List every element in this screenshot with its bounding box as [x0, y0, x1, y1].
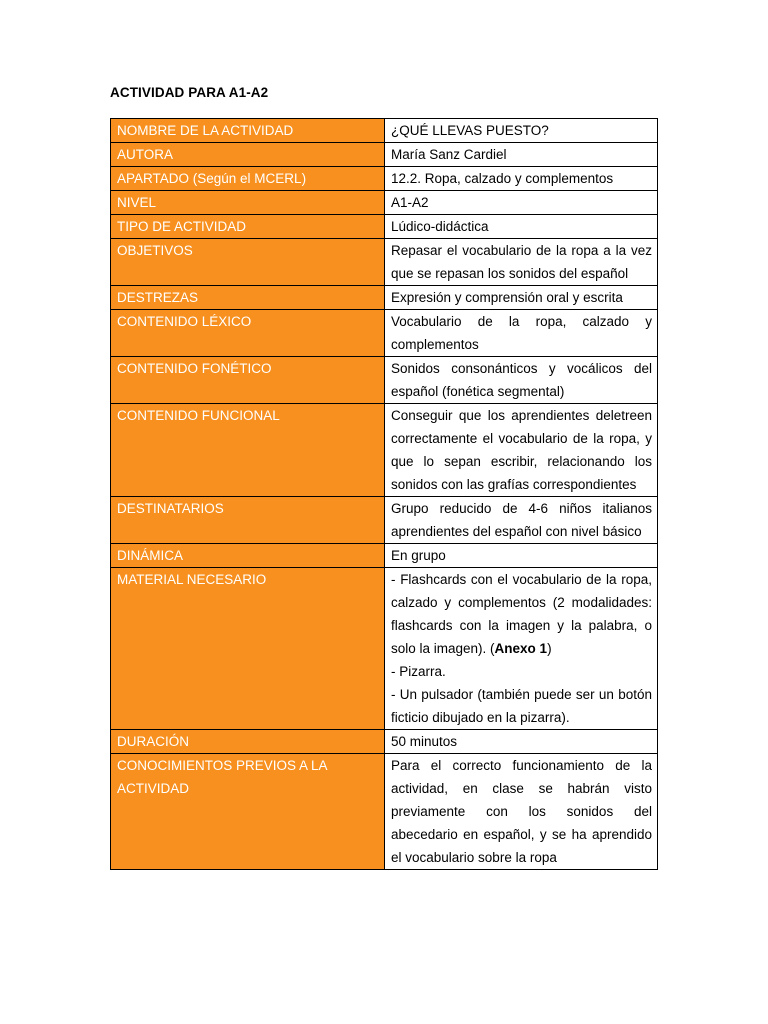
- row-value: Vocabulario de la ropa, calzado y complementos: [385, 310, 658, 357]
- row-value: Lúdico-didáctica: [385, 215, 658, 239]
- row-value: 12.2. Ropa, calzado y complementos: [385, 167, 658, 191]
- document-title: ACTIVIDAD PARA A1-A2: [110, 85, 269, 100]
- annex-reference: Anexo 1: [494, 641, 548, 656]
- row-label: AUTORA: [111, 143, 385, 167]
- row-label: APARTADO (Según el MCERL): [111, 167, 385, 191]
- row-value: Para el correcto funcionamiento de la actividad, en clase se habrán visto previamente con los sonidos del abecedario en español, y se ha aprendido el vocabulario sobre la ropa: [385, 754, 658, 870]
- row-label: CONTENIDO LÉXICO: [111, 310, 385, 357]
- row-label: MATERIAL NECESARIO: [111, 568, 385, 730]
- row-label: DESTINATARIOS: [111, 497, 385, 544]
- table-row: [111, 404, 658, 497]
- table-row: [111, 239, 658, 286]
- row-label: CONOCIMIENTOS PREVIOS A LA ACTIVIDAD: [111, 754, 385, 870]
- table-row: [111, 215, 658, 239]
- material-line: - Pizarra.: [391, 664, 446, 679]
- row-label: DINÁMICA: [111, 544, 385, 568]
- row-label: OBJETIVOS: [111, 239, 385, 286]
- row-value-material: [385, 568, 658, 730]
- row-value: Repasar el vocabulario de la ropa a la vez que se repasan los sonidos del español: [385, 239, 658, 286]
- row-label: CONTENIDO FONÉTICO: [111, 357, 385, 404]
- activity-table: [110, 118, 658, 870]
- row-value: En grupo: [385, 544, 658, 568]
- row-value: Expresión y comprensión oral y escrita: [385, 286, 658, 310]
- table-row: [111, 286, 658, 310]
- row-value: ¿QUÉ LLEVAS PUESTO?: [385, 119, 658, 143]
- table-row: [111, 754, 658, 870]
- table-row: [111, 497, 658, 544]
- row-label: DURACIÓN: [111, 730, 385, 754]
- row-label: DESTREZAS: [111, 286, 385, 310]
- material-text: ): [547, 641, 552, 656]
- table-row: [111, 119, 658, 143]
- row-label: NOMBRE DE LA ACTIVIDAD: [111, 119, 385, 143]
- table-row: [111, 191, 658, 215]
- row-value: Conseguir que los aprendientes deletreen correctamente el vocabulario de la ropa, y que lo sepan escribir, relacionando los sonidos con las grafías correspondientes: [385, 404, 658, 497]
- row-label: TIPO DE ACTIVIDAD: [111, 215, 385, 239]
- table-row-material: [111, 568, 658, 730]
- material-line: [391, 568, 652, 660]
- row-value: 50 minutos: [385, 730, 658, 754]
- table-row: [111, 310, 658, 357]
- material-text: - Flashcards con el vocabulario de la ropa, calzado y complementos (2 modalidades: flashcards con la imagen y la palabra, o solo la imagen). (: [391, 572, 652, 656]
- table-row: [111, 730, 658, 754]
- row-label: CONTENIDO FUNCIONAL: [111, 404, 385, 497]
- table-row: [111, 357, 658, 404]
- table-row: [111, 143, 658, 167]
- row-value: Sonidos consonánticos y vocálicos del español (fonética segmental): [385, 357, 658, 404]
- table-row: [111, 544, 658, 568]
- material-line: - Un pulsador (también puede ser un botón ficticio dibujado en la pizarra).: [391, 687, 652, 725]
- row-value: María Sanz Cardiel: [385, 143, 658, 167]
- row-label: NIVEL: [111, 191, 385, 215]
- row-value: Grupo reducido de 4-6 niños italianos aprendientes del español con nivel básico: [385, 497, 658, 544]
- table-row: [111, 167, 658, 191]
- row-value: A1-A2: [385, 191, 658, 215]
